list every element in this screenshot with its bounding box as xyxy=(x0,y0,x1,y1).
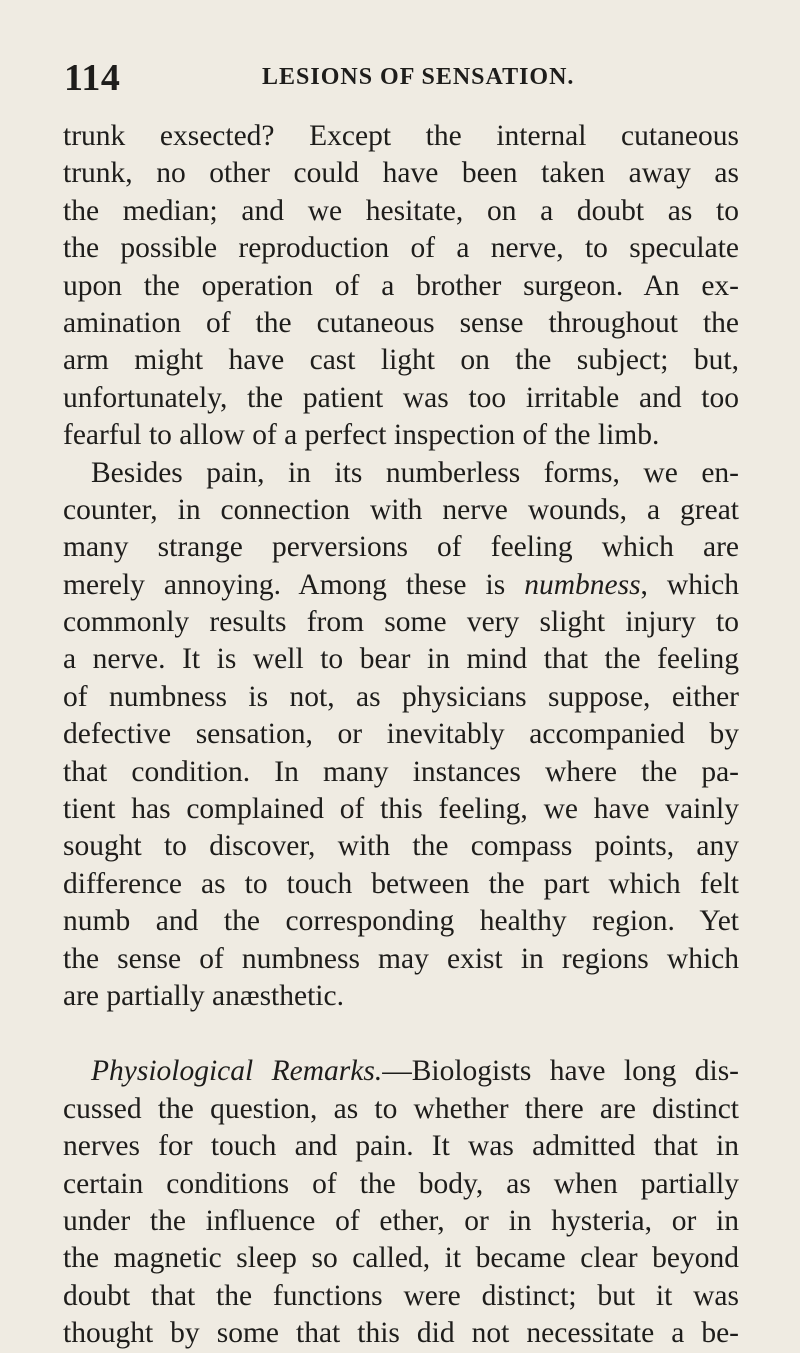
text-line: difference as to touch between the part which felt xyxy=(63,867,739,900)
text-fragment: , which xyxy=(640,568,740,601)
text-line: thought by some that this did not necessitate a be- xyxy=(63,1317,739,1350)
text-line: the median; and we hesitate, on a doubt as to xyxy=(63,194,739,227)
paragraph-2 xyxy=(63,455,739,1016)
section-heading: Physiological Remarks. xyxy=(91,1055,383,1088)
text-line: counter, in connection with nerve wounds, a great xyxy=(63,493,739,526)
text-line: the possible reproduction of a nerve, to speculate xyxy=(63,232,739,265)
text-line: unfortunately, the patient was too irritable and too xyxy=(63,381,739,414)
text-line: defective sensation, or inevitably accompanied by xyxy=(63,718,739,751)
paragraph-3 xyxy=(63,1053,739,1352)
text-fragment: —Biologists have long dis- xyxy=(382,1055,739,1088)
page-number: 114 xyxy=(64,57,121,99)
text-line: under the influence of ether, or in hysteria, or in xyxy=(63,1204,739,1237)
text-line-with-heading xyxy=(63,1053,739,1090)
paragraph-1 xyxy=(63,118,739,455)
text-line: cussed the question, as to whether there are distinct xyxy=(63,1092,739,1125)
section-gap xyxy=(63,1015,739,1053)
text-line: amination of the cutaneous sense throughout the xyxy=(63,306,739,339)
text-line: upon the operation of a brother surgeon. An ex- xyxy=(63,269,739,302)
text-fragment: merely annoying. Among these is xyxy=(63,568,525,601)
text-line: sought to discover, with the compass points, any xyxy=(63,830,739,863)
text-line: the sense of numbness may exist in regions which xyxy=(63,942,739,975)
text-line: doubt that the functions were distinct; but it was xyxy=(63,1279,739,1312)
text-line: of numbness is not, as physicians suppose, either xyxy=(63,680,739,713)
text-line: trunk exsected? Except the internal cutaneous xyxy=(63,120,739,152)
text-line: the magnetic sleep so called, it became clear beyond xyxy=(63,1242,739,1275)
text-line: numb and the corresponding healthy region. Yet xyxy=(63,905,739,938)
text-line: arm might have cast light on the subject; but, xyxy=(63,344,739,377)
text-line: a nerve. It is well to bear in mind that the feeling xyxy=(63,643,739,676)
text-line: Besides pain, in its numberless forms, we en- xyxy=(91,456,739,489)
running-title: LESIONS OF SENSATION. xyxy=(262,64,575,90)
text-line: fearful to allow of a perfect inspection of the limb. xyxy=(63,419,660,452)
text-line: are partially anæsthetic. xyxy=(63,979,344,1012)
emphasized-term: numbness xyxy=(524,568,641,601)
text-line: many strange perversions of feeling which are xyxy=(63,531,739,564)
text-line: trunk, no other could have been taken away as xyxy=(63,157,739,190)
running-head xyxy=(64,56,744,99)
text-line: nerves for touch and pain. It was admitted that in xyxy=(63,1130,739,1163)
text-line: tient has complained of this feeling, we have vainly xyxy=(63,793,739,826)
text-line: certain conditions of the body, as when partially xyxy=(63,1167,739,1200)
body-text xyxy=(63,118,739,1353)
text-line: that condition. In many instances where the pa- xyxy=(63,755,739,788)
text-line-with-emphasis xyxy=(63,567,739,604)
text-line: commonly results from some very slight injury to xyxy=(63,606,739,639)
